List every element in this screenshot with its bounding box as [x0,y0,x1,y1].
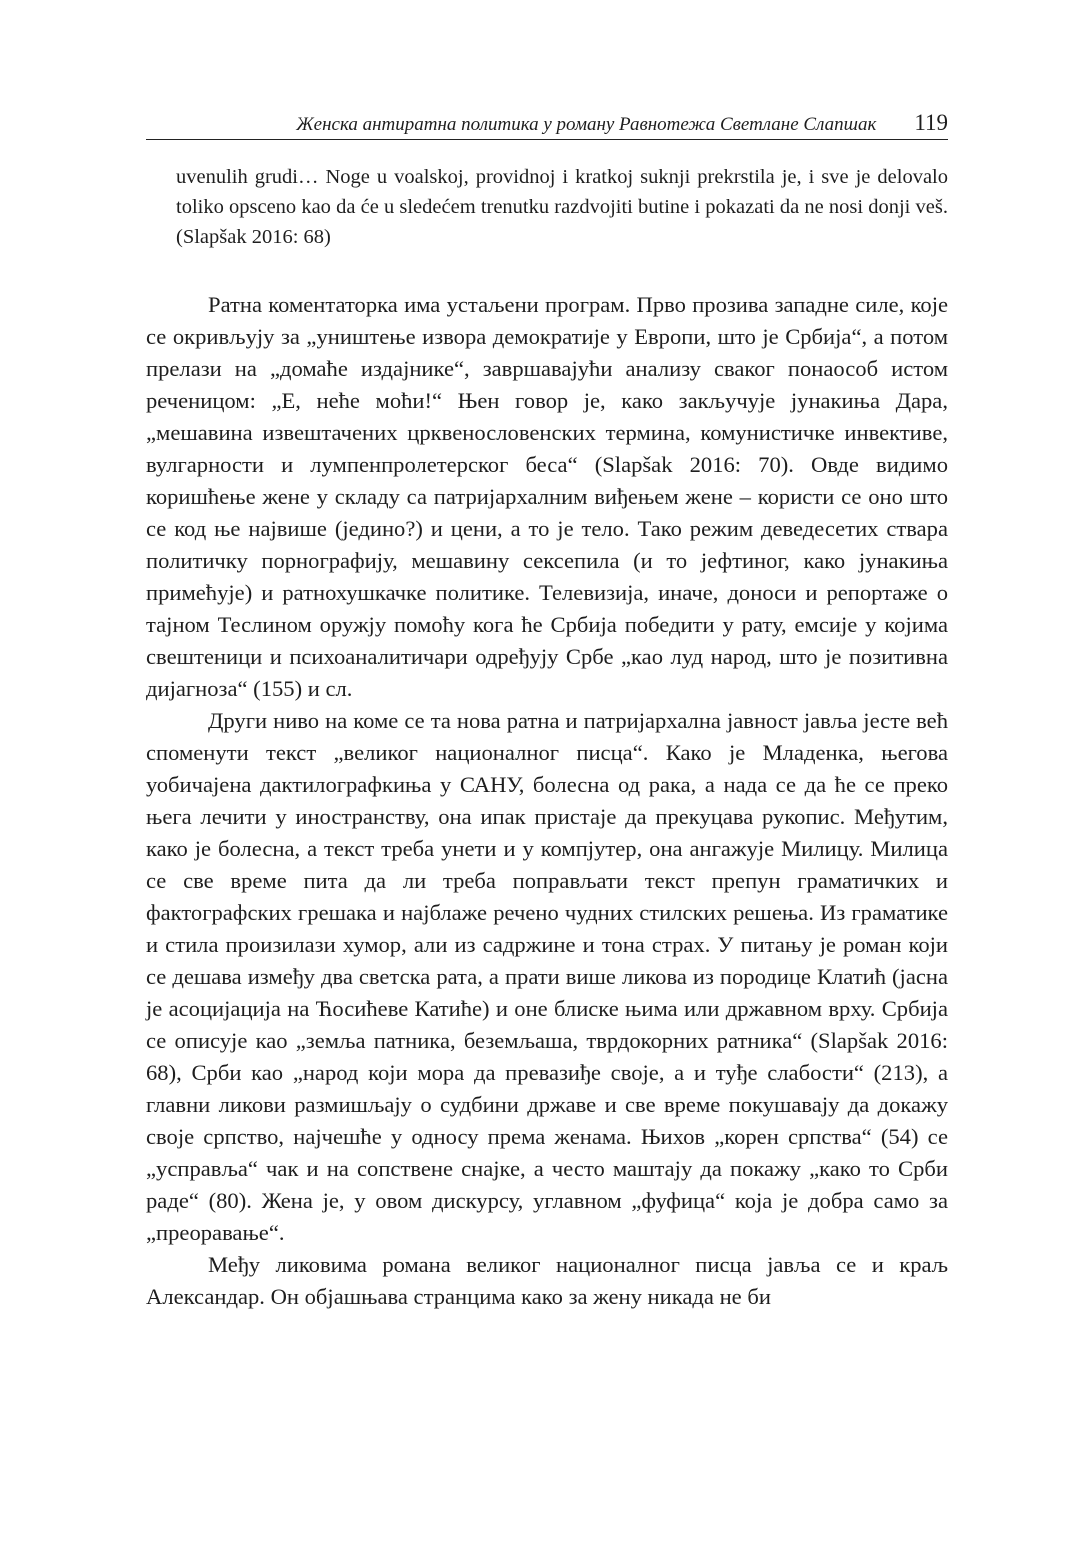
book-page [146,110,948,1313]
running-title: Женска антиратна политика у роману Равнотежа Светлане Слапшак [296,114,877,135]
paragraph-2: Други ниво на коме се та нова ратна и патријархална јавност јавља јесте већ споменути текст „великог националног писца“. Како је Младенка, његова уобичајена дактилографкиња у САНУ, болесна од рака, а нада се да ће се преко њега лечити у иностранству, она ипак пристаје да прекуцава рукопис. Међутим, како је болесна, а текст треба унети и у компјутер, она ангажује Милицу. Милица се све време пита да ли треба поправљати текст препун граматичких и фактографских грешака и најблаже речено чудних стилских решења. Из граматике и стила произилази хумор, али из садржине и тона страх. У питању је роман који се дешава између два светска рата, а прати више ликова из породице Клатић (јасна је асоцијација на Ћосићеве Катиће) и оне блиске њима или државном врху. Србија се описује као „земља патника, беземљаша, тврдокорних ратника“ (Slapšak 2016: 68), Срби као „народ који мора да превазиђе своје, а и туђе слабости“ (213), а главни ликови размишљају о судбини државе и све време покушавају да докажу своје српство, најчешће у односу према женама. Њихов „корен српства“ (54) се „усправља“ чак и на сопствене снајке, а често маштају да покажу „како то Срби раде“ (80). Жена је, у овом дискурсу, углавном „фуфица“ која је добра само за „преоравање“. [146,708,948,1245]
running-head [146,110,948,140]
quote-text: uvenulih grudi… Noge u voalskoj, providnoj i kratkoj suknji prekrstila je, i sve je delovalo toliko opsceno kao da će u sledećem trenutku razdvojiti butine i pokazati da ne nosi donji veš. (Slapšak 2016: 68) [176,166,948,248]
body-text [146,289,948,1313]
page-number: 119 [914,110,948,135]
paragraph-3: Међу ликовима романа великог националног писца јавља се и краљ Александар. Он објашњава странцима како за жену никада не би [146,1252,948,1309]
block-quote [176,162,948,252]
paragraph-1: Ратна коментаторка има устаљени програм. Прво прозива западне силе, које се окривљују за „уништење извора демократије у Европи, што је Србија“, а потом прелази на „домаће издајнике“, завршавајући анализу сваког понаособ истом реченицом: „Е, неће моћи!“ Њен говор је, како закључује јунакиња Дара, „мешавина извештачених црквeнословенских термина, комунистичке инвективе, вулгарности и лумпенпролетерског беса“ (Slapšak 2016: 70). Овде видимо коришћење жене у складу са патријархалним виђењем жене – користи се оно што се код ње највише (једино?) и цени, а то је тело. Тако режим деведесетих ствара политичку порнографију, мешавину сексепила (и то јефтиног, како јунакиња примећује) и ратнохушкачке политике. Телевизија, иначе, доноси и репортаже о тајном Теслином оружју помоћу кога ће Србија победити у рату, емсије у којима свештеници и психоаналитичари одређују Србе „као луд народ, што је позитивна дијагноза“ (155) и сл. [146,292,948,701]
